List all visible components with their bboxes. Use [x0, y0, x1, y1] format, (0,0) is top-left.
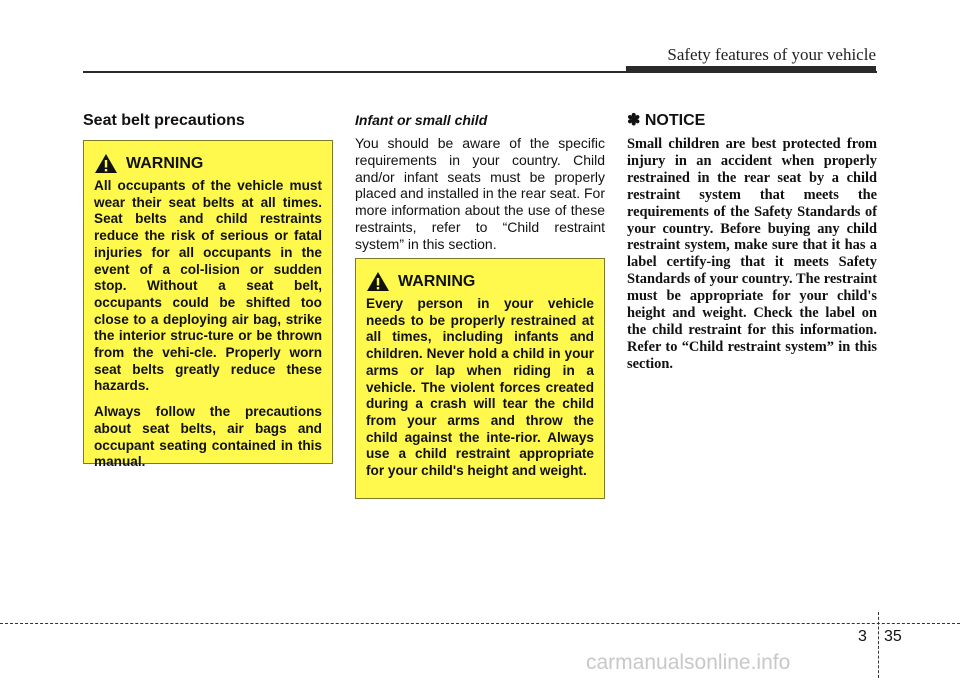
subheading: Infant or small child — [355, 112, 488, 128]
warning-text: Always follow the precautions about seat belts, air bags and occupant seating contained in this manual. — [94, 404, 322, 470]
column-notice — [627, 112, 877, 373]
warning-triangle-icon — [94, 153, 118, 174]
watermark: carmanualsonline.info — [586, 651, 791, 674]
warning-box-seat-belts — [83, 140, 333, 470]
chapter-number: 3 — [858, 628, 867, 645]
header-rule-accent — [626, 66, 876, 73]
warning-text: Every person in your vehicle needs to be properly restrained at all times, including infants and children. Never hold a child in your arms or lap when riding in a vehicle. The violent forces created during a crash will tear the child from your arms and throw the child against the inte-rior. Always use a child restraint appropriate for your child's height and weight. — [366, 296, 594, 479]
notice-heading: ✽ NOTICE — [627, 112, 706, 129]
footer-rule — [0, 623, 960, 624]
warning-title: WARNING — [126, 154, 204, 172]
notice-text: Small children are best protected from injury in an accident when properly restrained in the rear seat by a child restraint system that meets the requirements of the Safety Standards of your country. Before buying any child restraint system, make sure that it has a label certify-ing that it meets Safety Standards of your country. The restraint must be appropriate for your child's height and weight. Check the label on the child restraint for this information. Refer to “Child restraint system” in this section. — [627, 136, 877, 372]
body-paragraph: You should be aware of the specific requirements in your country. Child and/or infant seats must be properly placed and installed in the rear seat. For more information about the use of these restraints, refer to “Child restraint system” in this section. — [355, 135, 605, 252]
section-title: Safety features of your vehicle — [667, 45, 876, 64]
warning-title: WARNING — [398, 272, 476, 290]
warning-text: All occupants of the vehicle must wear their seat belts at all times. Seat belts and child restraints reduce the risk of serious or fatal injuries for all occupants in the event of a col-lision or sudden stop. Without a seat belt, occupants could be shifted too close to a deploying air bag, strike the interior struc-ture or be thrown from the vehi-cle. Properly worn seat belts greatly reduce these hazards. — [94, 178, 322, 394]
warning-header — [94, 153, 322, 174]
page-number-divider — [878, 612, 879, 678]
section-heading: Seat belt precautions — [83, 112, 245, 129]
column-seat-belt-precautions — [83, 112, 333, 130]
page-number: 35 — [884, 628, 902, 645]
warning-header — [366, 271, 594, 292]
warning-triangle-icon — [366, 271, 390, 292]
column-infant-small-child — [355, 112, 605, 253]
warning-box-child-restraint — [355, 258, 605, 499]
